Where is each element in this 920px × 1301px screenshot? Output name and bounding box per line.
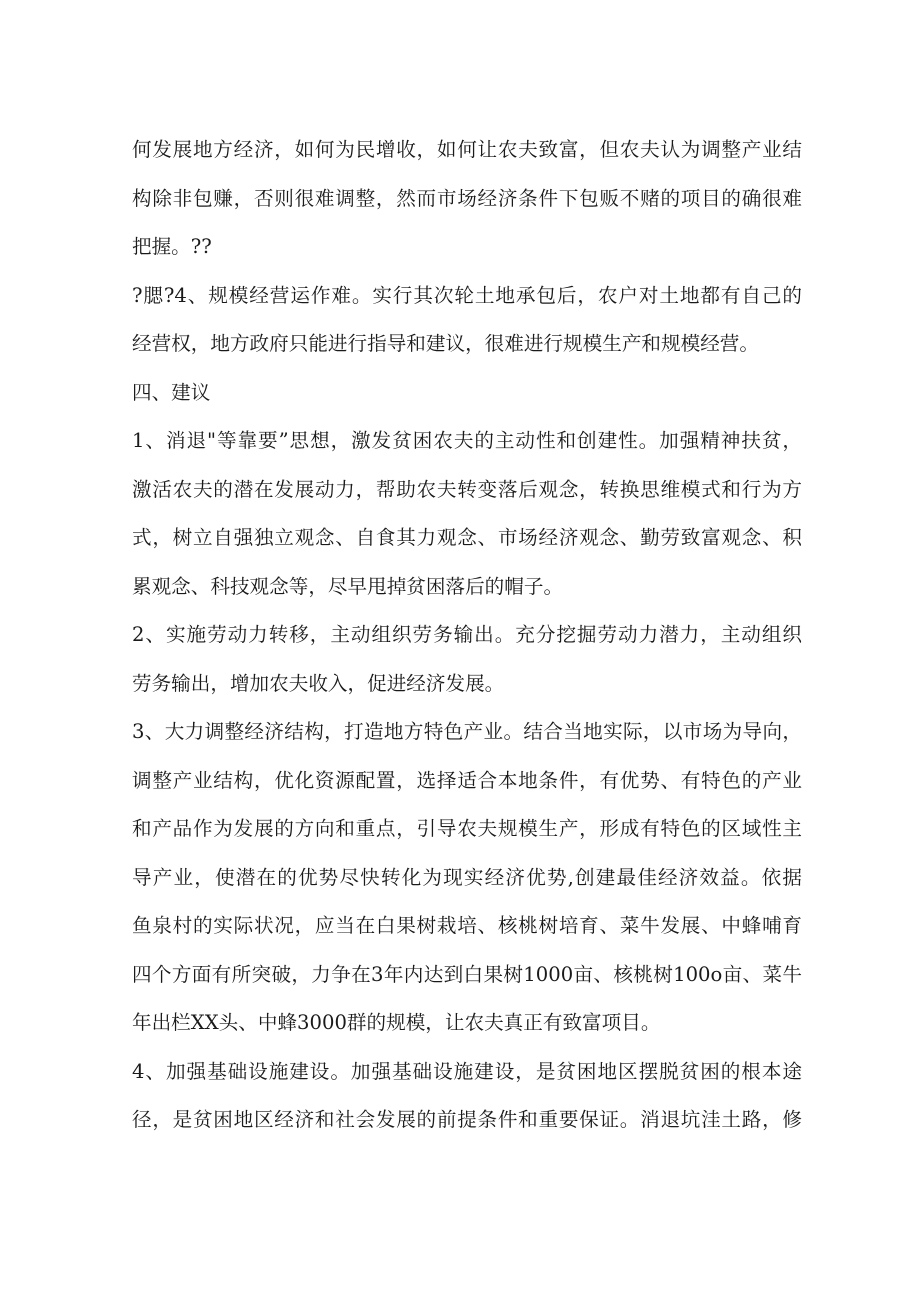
text-line: 经营权，地方政府只能进行指导和建议，很难进行规模生产和规模经营。 [132, 332, 759, 355]
text-line: 年出栏XX头、中蜂3000群的规模，让农夫真正有致富项目。 [132, 1011, 661, 1034]
text-line: 径，是贫困地区经济和社会发展的前提条件和重要保证。消退坑洼土路，修 [132, 1108, 802, 1131]
text-line: 累观念、科技观念等，尽早甩掉贫困落后的帽子。 [132, 574, 564, 598]
text-line: 3、大力调整经济结构，打造地方特色产业。结合当地实际，以市场为导向， [132, 720, 802, 743]
text-line: 四个方面有所突破，力争在3年内达到白果树1000亩、核桃树100o亩、菜牛 [132, 962, 802, 986]
text-line: 鱼泉村的实际状况，应当在白果树栽培、核桃树培育、菜牛发展、中蜂哺育 [132, 914, 802, 937]
text-line: 激活农夫的潜在发展动力，帮助农夫转变落后观念，转换思维模式和行为方 [132, 477, 802, 501]
text-line: 和产品作为发展的方向和重点，引导农夫规模生产，形成有特色的区域性主 [132, 817, 802, 840]
text-line: 调整产业结构，优化资源配置，选择适合本地条件，有优势、有特色的产业 [132, 768, 802, 792]
text-line: 构除非包赚，否则很难调整，然而市场经济条件下包贩不赌的项目的确很难 [132, 186, 802, 210]
text-line: 导产业，使潜在的优势尽快转化为现实经济优势,创建最佳经济效益。依据 [132, 865, 802, 889]
section-heading: 四、建议 [132, 380, 211, 404]
text-line: 式，树立自强独立观念、自食其力观念、市场经济观念、勤劳致富观念、积 [132, 526, 802, 549]
text-line: 劳务输出，增加农夫收入，促进经济发展。 [132, 671, 505, 695]
text-line: 2、实施劳动力转移，主动组织劳务输出。充分挖掘劳动力潜力，主动组织 [132, 623, 802, 646]
document-body [132, 126, 802, 1145]
text-line: 把握。?? [132, 235, 212, 258]
text-line: ?腮?4、规模经营运作难。实行其次轮土地承包后，农户对土地都有自己的 [132, 283, 802, 307]
text-line: 4、加强基础设施建设。加强基础设施建设，是贫困地区摆脱贫困的根本途 [132, 1059, 802, 1083]
text-line: 何发展地方经济，如何为民增收，如何让农夫致富，但农夫认为调整产业结 [132, 138, 802, 161]
text-line: 1、消退"等靠要”思想，激发贫困农夫的主动性和创建性。加强精神扶贫， [132, 429, 802, 452]
